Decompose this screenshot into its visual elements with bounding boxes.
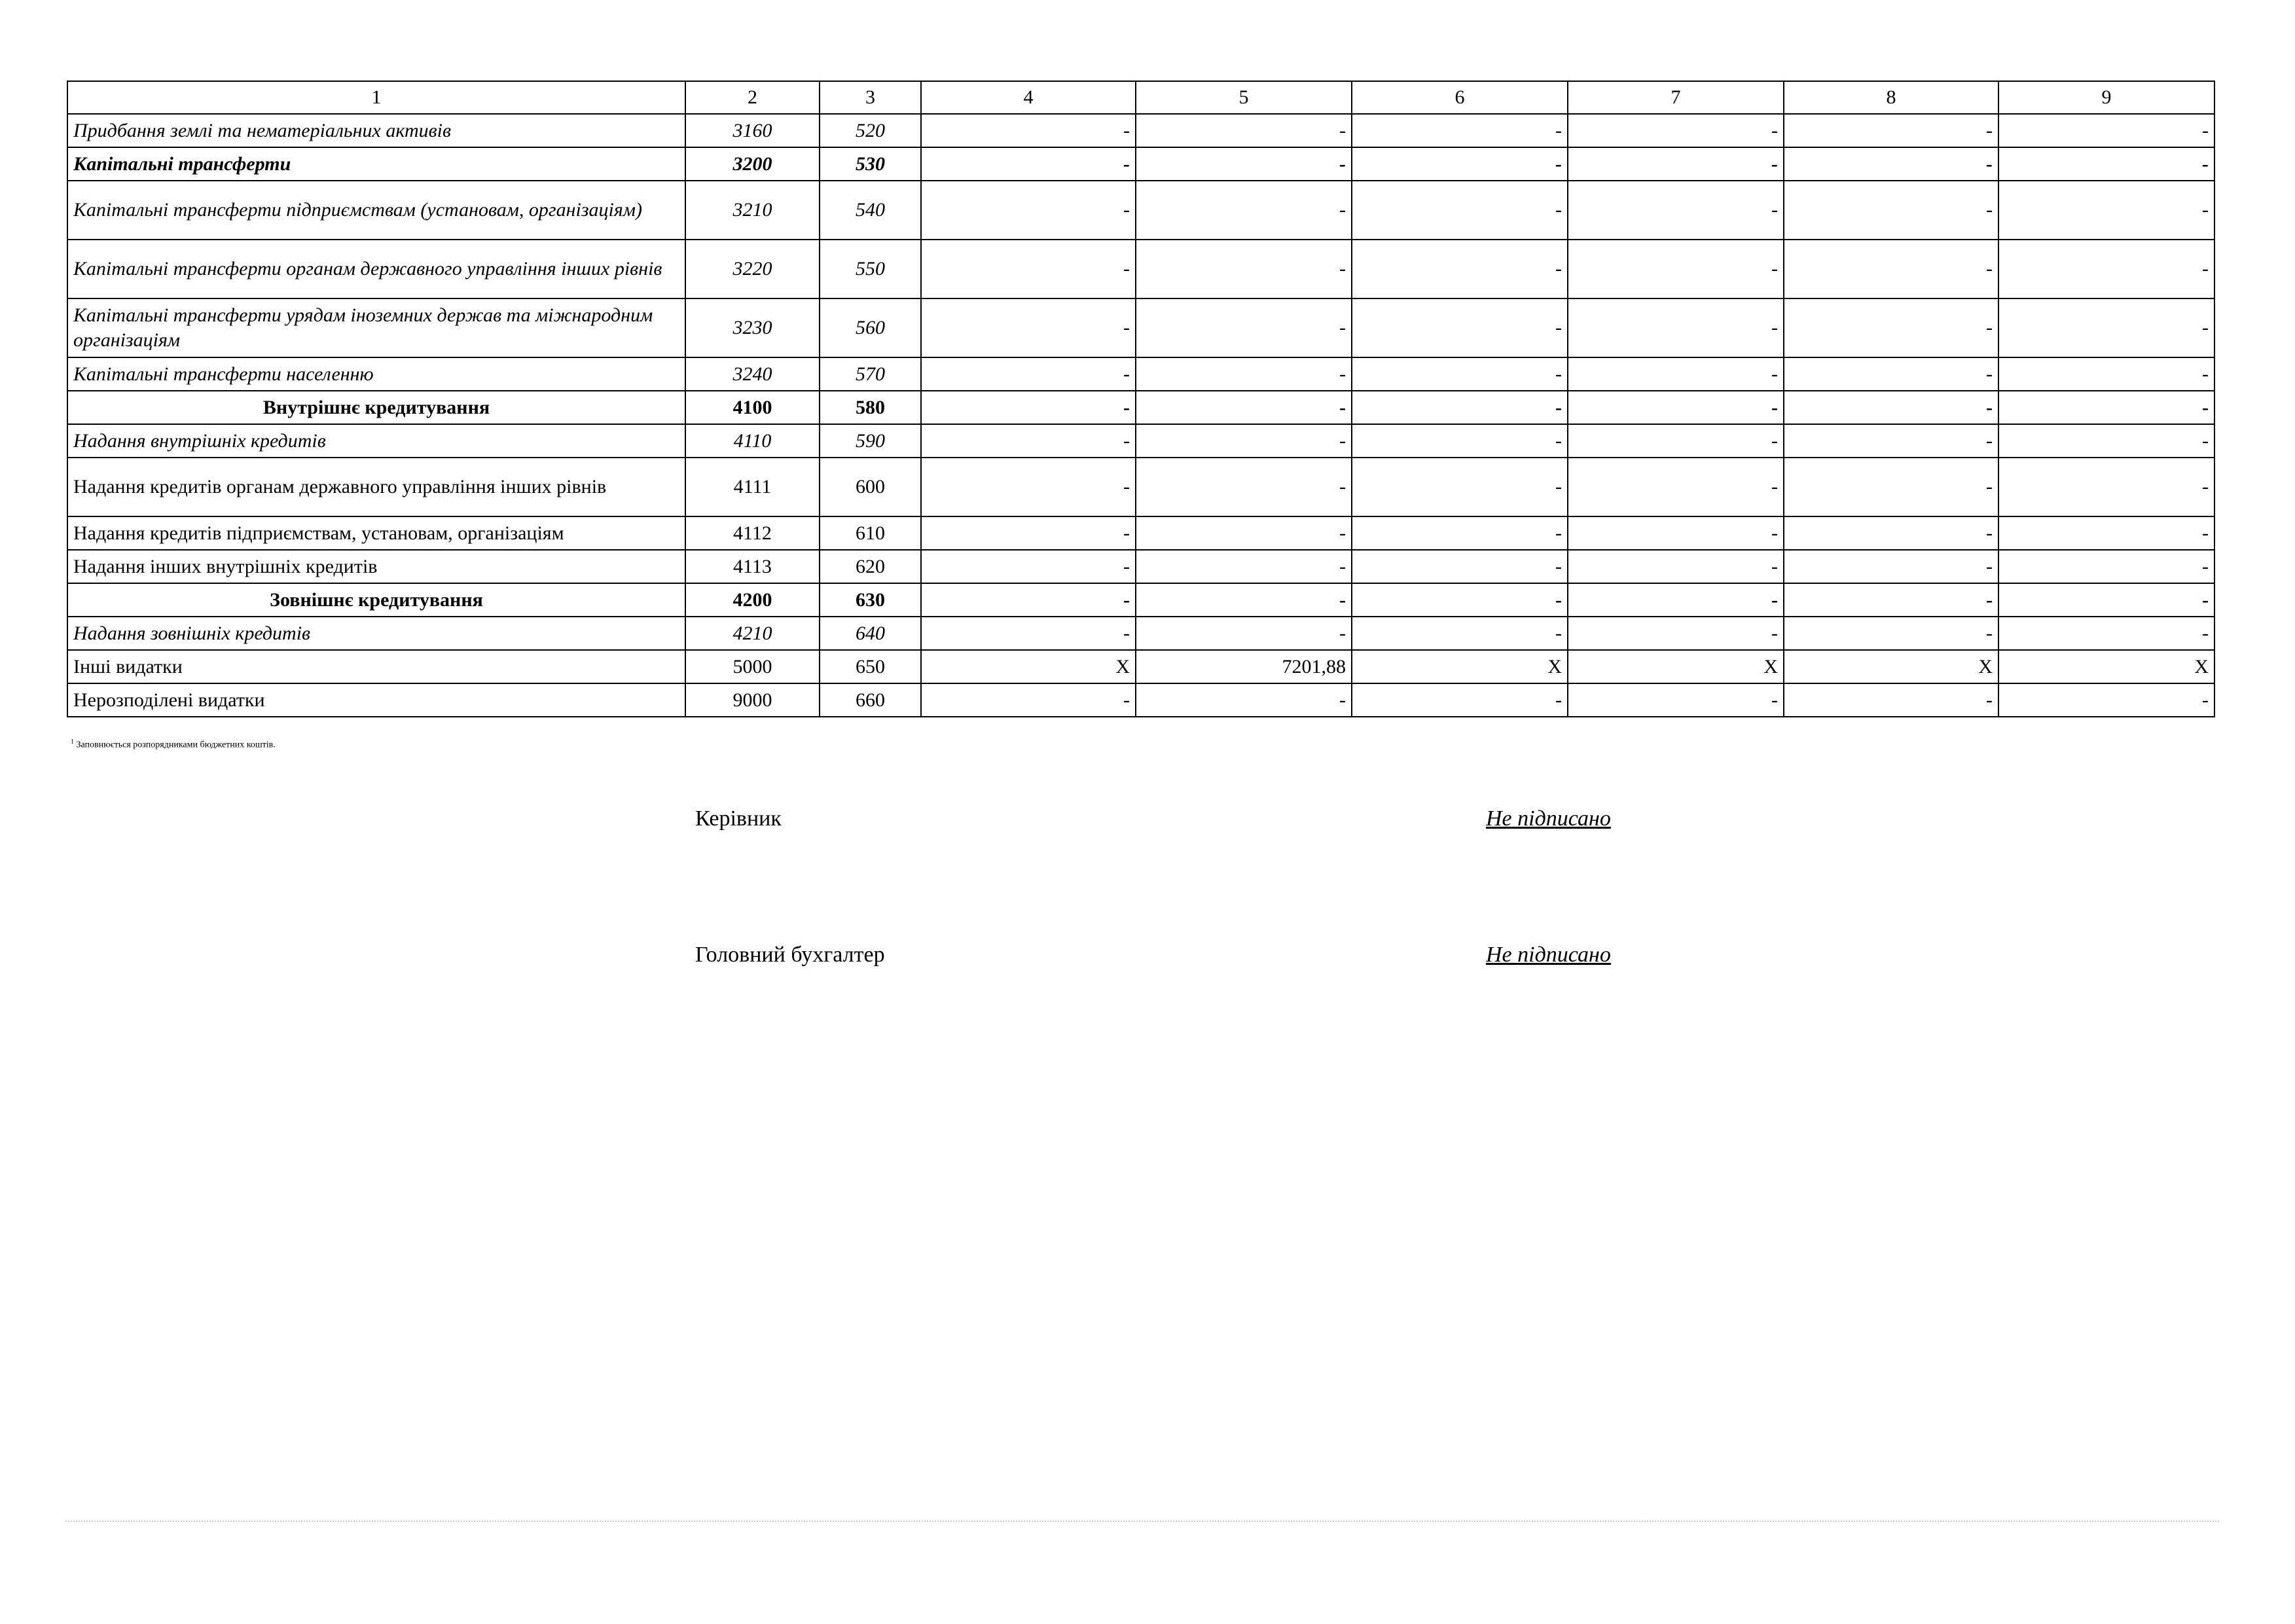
row-value: - xyxy=(1568,357,1784,391)
row-value: - xyxy=(921,391,1136,424)
row-value: - xyxy=(1352,181,1568,240)
row-line-code: 660 xyxy=(820,683,921,717)
column-header: 8 xyxy=(1784,81,1998,114)
table-header-row xyxy=(67,81,2214,114)
row-value: - xyxy=(1784,617,1998,650)
column-header: 3 xyxy=(820,81,921,114)
row-line-code: 540 xyxy=(820,181,921,240)
row-value: - xyxy=(1136,357,1352,391)
row-value: - xyxy=(1568,583,1784,617)
row-value: - xyxy=(1998,114,2214,147)
accountant-signature-status: Не підписано xyxy=(1486,943,1611,967)
page-bottom-rule xyxy=(65,1521,2219,1522)
row-name: Надання кредитів органам державного управління інших рівнів xyxy=(67,458,685,516)
row-value: - xyxy=(1568,114,1784,147)
footnote xyxy=(71,738,276,751)
row-code: 3200 xyxy=(685,147,820,181)
row-value: - xyxy=(1568,516,1784,550)
expenditure-table xyxy=(67,81,2215,717)
row-value: - xyxy=(1568,298,1784,357)
row-value: 7201,88 xyxy=(1136,650,1352,683)
table-row xyxy=(67,650,2214,683)
row-value: - xyxy=(1784,181,1998,240)
row-line-code: 600 xyxy=(820,458,921,516)
row-value: - xyxy=(921,583,1136,617)
row-name: Надання інших внутрішніх кредитів xyxy=(67,550,685,583)
row-value: - xyxy=(1568,683,1784,717)
row-value: - xyxy=(1784,147,1998,181)
row-value: - xyxy=(1352,147,1568,181)
row-value: - xyxy=(1136,458,1352,516)
row-value: - xyxy=(1136,391,1352,424)
row-value: - xyxy=(1568,458,1784,516)
head-signature-label: Керівник xyxy=(695,806,782,831)
row-value: - xyxy=(1352,458,1568,516)
row-value: - xyxy=(1998,298,2214,357)
row-code: 4113 xyxy=(685,550,820,583)
row-value: - xyxy=(1998,516,2214,550)
row-code: 4112 xyxy=(685,516,820,550)
row-name: Капітальні трансферти підприємствам (установам, організаціям) xyxy=(67,181,685,240)
row-value: - xyxy=(1784,391,1998,424)
row-line-code: 630 xyxy=(820,583,921,617)
row-code: 4110 xyxy=(685,424,820,458)
row-value: - xyxy=(1352,583,1568,617)
row-name: Капітальні трансферти xyxy=(67,147,685,181)
row-value: - xyxy=(1136,424,1352,458)
row-value: - xyxy=(1136,181,1352,240)
row-value: - xyxy=(1568,181,1784,240)
row-value: - xyxy=(1352,683,1568,717)
table-row xyxy=(67,181,2214,240)
row-value: - xyxy=(1136,147,1352,181)
row-code: 9000 xyxy=(685,683,820,717)
row-name: Придбання землі та нематеріальних активів xyxy=(67,114,685,147)
row-line-code: 570 xyxy=(820,357,921,391)
row-value: - xyxy=(1352,391,1568,424)
accountant-signature-label: Головний бухгалтер xyxy=(695,943,885,967)
row-code: 4210 xyxy=(685,617,820,650)
row-value: - xyxy=(921,458,1136,516)
row-value: - xyxy=(921,424,1136,458)
row-code: 3160 xyxy=(685,114,820,147)
column-header: 9 xyxy=(1998,81,2214,114)
row-value: - xyxy=(1998,683,2214,717)
row-value: - xyxy=(1784,357,1998,391)
row-name: Інші видатки xyxy=(67,650,685,683)
row-value: X xyxy=(1998,650,2214,683)
row-value: - xyxy=(1784,516,1998,550)
row-line-code: 560 xyxy=(820,298,921,357)
row-value: - xyxy=(1998,550,2214,583)
row-value: X xyxy=(921,650,1136,683)
table-row xyxy=(67,617,2214,650)
row-line-code: 650 xyxy=(820,650,921,683)
row-line-code: 610 xyxy=(820,516,921,550)
row-name: Капітальні трансферти урядам іноземних держав та міжнародним організаціям xyxy=(67,298,685,357)
table-row xyxy=(67,240,2214,298)
row-value: - xyxy=(1998,357,2214,391)
table-row xyxy=(67,683,2214,717)
row-value: - xyxy=(1568,147,1784,181)
row-value: - xyxy=(921,181,1136,240)
row-value: - xyxy=(1784,298,1998,357)
table-body xyxy=(67,114,2214,717)
row-value: - xyxy=(1784,683,1998,717)
column-header: 5 xyxy=(1136,81,1352,114)
row-value: - xyxy=(1998,583,2214,617)
row-value: - xyxy=(1136,550,1352,583)
row-value: - xyxy=(1998,181,2214,240)
row-value: X xyxy=(1784,650,1998,683)
column-header: 4 xyxy=(921,81,1136,114)
row-value: - xyxy=(1784,583,1998,617)
row-value: - xyxy=(1352,298,1568,357)
row-value: - xyxy=(921,516,1136,550)
row-code: 4200 xyxy=(685,583,820,617)
row-line-code: 580 xyxy=(820,391,921,424)
row-value: - xyxy=(1352,424,1568,458)
row-line-code: 550 xyxy=(820,240,921,298)
column-header: 7 xyxy=(1568,81,1784,114)
row-line-code: 520 xyxy=(820,114,921,147)
row-code: 4111 xyxy=(685,458,820,516)
row-value: - xyxy=(1568,617,1784,650)
table-row xyxy=(67,424,2214,458)
row-value: - xyxy=(1784,550,1998,583)
row-line-code: 640 xyxy=(820,617,921,650)
row-value: - xyxy=(921,683,1136,717)
row-value: - xyxy=(1352,114,1568,147)
row-value: - xyxy=(1784,458,1998,516)
row-name: Надання кредитів підприємствам, установам, організаціям xyxy=(67,516,685,550)
row-value: - xyxy=(1568,424,1784,458)
footnote-marker: 1 xyxy=(71,738,74,746)
table-row xyxy=(67,550,2214,583)
table-row xyxy=(67,357,2214,391)
row-value: - xyxy=(1998,391,2214,424)
row-value: - xyxy=(1784,114,1998,147)
table-row xyxy=(67,147,2214,181)
row-line-code: 530 xyxy=(820,147,921,181)
table-row xyxy=(67,391,2214,424)
row-value: - xyxy=(921,114,1136,147)
table-row xyxy=(67,458,2214,516)
row-code: 5000 xyxy=(685,650,820,683)
row-line-code: 620 xyxy=(820,550,921,583)
row-value: - xyxy=(921,240,1136,298)
row-value: - xyxy=(1352,240,1568,298)
table-row xyxy=(67,298,2214,357)
row-value: - xyxy=(1998,617,2214,650)
row-value: - xyxy=(1352,550,1568,583)
table-row xyxy=(67,516,2214,550)
row-value: - xyxy=(1998,147,2214,181)
table-row xyxy=(67,114,2214,147)
row-name: Нерозподілені видатки xyxy=(67,683,685,717)
row-code: 3220 xyxy=(685,240,820,298)
row-line-code: 590 xyxy=(820,424,921,458)
row-value: - xyxy=(1998,240,2214,298)
row-value: - xyxy=(1136,298,1352,357)
row-code: 3210 xyxy=(685,181,820,240)
row-value: - xyxy=(1136,617,1352,650)
row-value: - xyxy=(1136,683,1352,717)
row-value: - xyxy=(1568,391,1784,424)
row-value: - xyxy=(1568,550,1784,583)
row-value: - xyxy=(921,617,1136,650)
row-value: - xyxy=(1352,617,1568,650)
row-code: 4100 xyxy=(685,391,820,424)
footnote-text: Заповнюється розпорядниками бюджетних коштів. xyxy=(76,740,276,750)
table-row xyxy=(67,583,2214,617)
row-value: X xyxy=(1352,650,1568,683)
column-header: 6 xyxy=(1352,81,1568,114)
column-header: 2 xyxy=(685,81,820,114)
row-code: 3230 xyxy=(685,298,820,357)
column-header: 1 xyxy=(67,81,685,114)
row-name: Внутрішнє кредитування xyxy=(67,391,685,424)
row-value: - xyxy=(1998,458,2214,516)
row-value: - xyxy=(921,550,1136,583)
row-value: - xyxy=(1784,424,1998,458)
row-name: Капітальні трансферти населенню xyxy=(67,357,685,391)
row-value: - xyxy=(1352,516,1568,550)
row-name: Капітальні трансферти органам державного управління інших рівнів xyxy=(67,240,685,298)
row-name: Зовнішнє кредитування xyxy=(67,583,685,617)
head-signature-status: Не підписано xyxy=(1486,806,1611,831)
row-value: - xyxy=(1136,114,1352,147)
row-value: - xyxy=(1568,240,1784,298)
row-name: Надання внутрішніх кредитів xyxy=(67,424,685,458)
row-value: - xyxy=(1784,240,1998,298)
row-code: 3240 xyxy=(685,357,820,391)
row-value: - xyxy=(921,357,1136,391)
row-value: - xyxy=(1136,240,1352,298)
row-value: - xyxy=(1998,424,2214,458)
row-value: X xyxy=(1568,650,1784,683)
row-value: - xyxy=(921,298,1136,357)
row-value: - xyxy=(1352,357,1568,391)
row-value: - xyxy=(1136,516,1352,550)
row-value: - xyxy=(921,147,1136,181)
row-value: - xyxy=(1136,583,1352,617)
row-name: Надання зовнішніх кредитів xyxy=(67,617,685,650)
